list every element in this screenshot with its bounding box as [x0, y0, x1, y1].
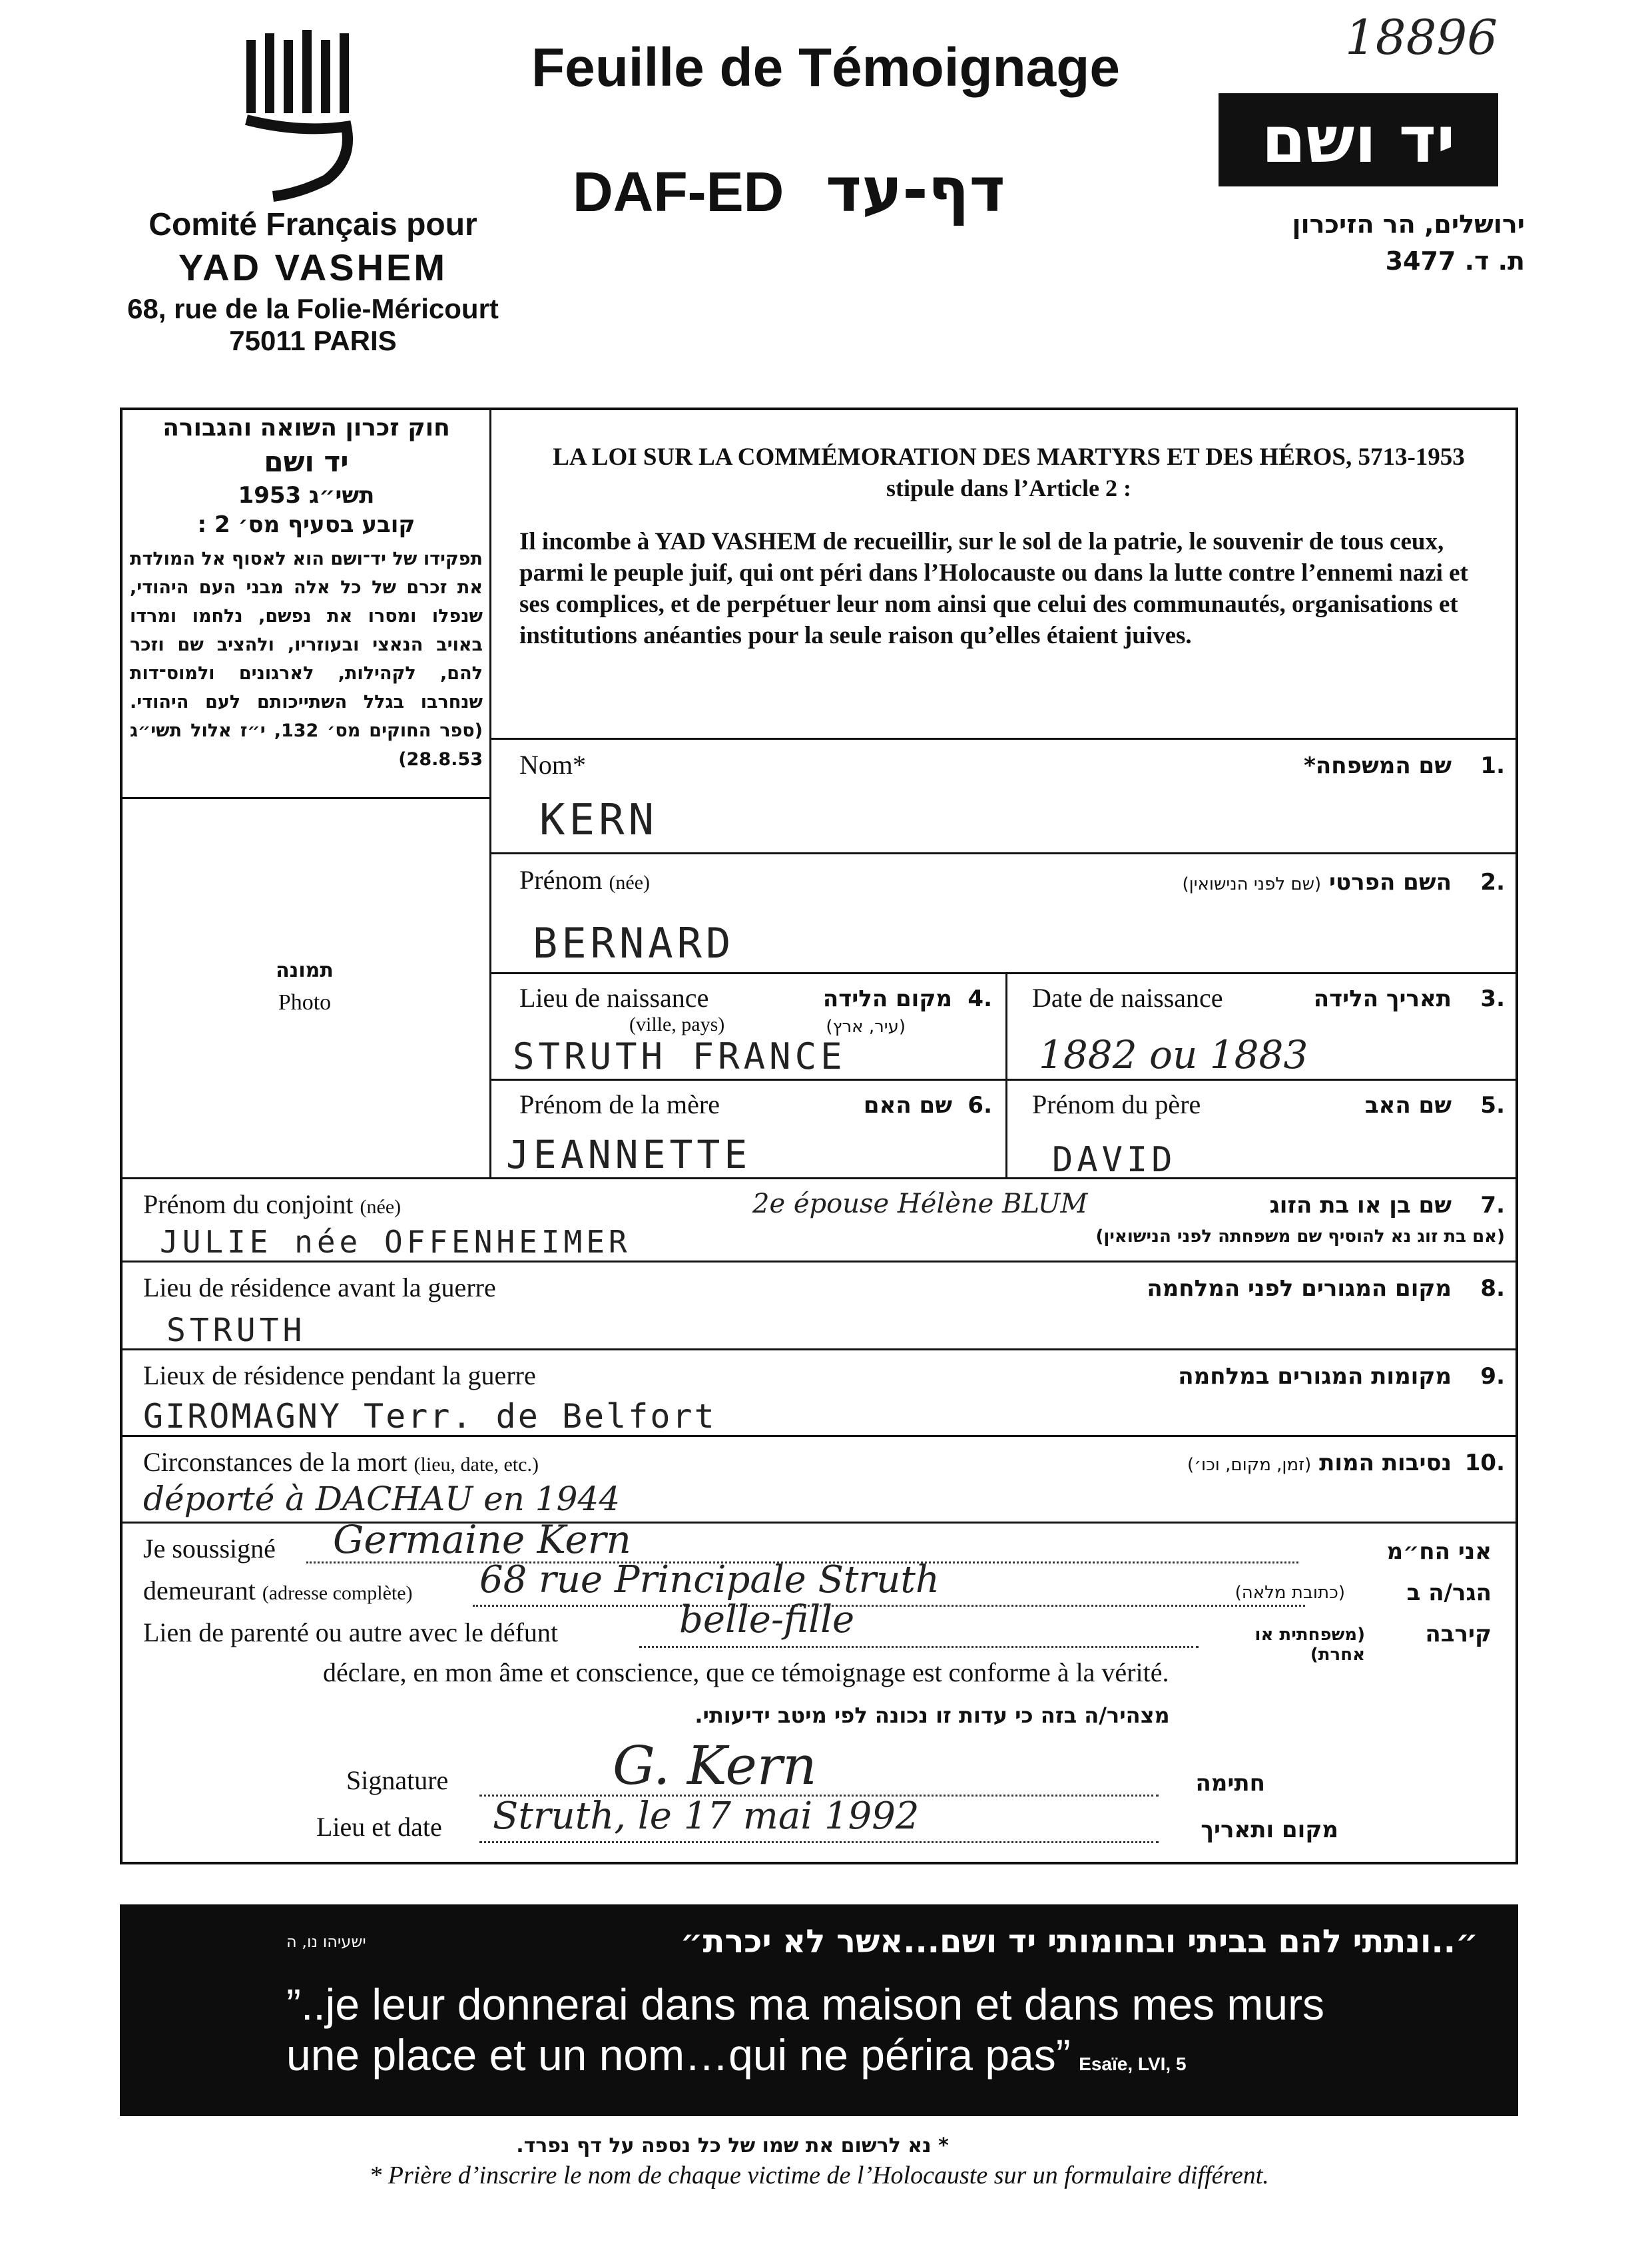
- lieu-date-label: Lieu et date: [316, 1812, 442, 1842]
- law-french-subtitle: stipule dans l’Article 2 :: [886, 475, 1131, 501]
- subtitle-latin: DAF-ED: [573, 160, 784, 223]
- law-hebrew: [130, 414, 483, 774]
- quote-banner: [120, 1904, 1518, 2116]
- footer-french: * Prière d’inscrire le nom de chaque victime de l’Holocauste sur un formulaire différent.: [369, 2161, 1269, 2189]
- committee-block: [100, 206, 526, 357]
- document-number: 18896: [1345, 9, 1498, 65]
- prenom-pere-num: 5.: [1480, 1092, 1505, 1119]
- signature-label: Signature: [346, 1765, 449, 1795]
- prenom-pere-label: Prénom du père: [1032, 1089, 1201, 1119]
- conjoint-label: [143, 1189, 401, 1220]
- circonstances-num: 10.: [1464, 1450, 1505, 1476]
- prenom-pere-value: DAVID: [1052, 1140, 1177, 1180]
- conjoint-label-text: Prénom du conjoint: [143, 1189, 354, 1219]
- banner-french-ref: Esaïe, LVI, 5: [1079, 2054, 1187, 2074]
- prenom-label-small: (née): [609, 872, 651, 894]
- banner-hebrew-ref: ישעיהו נו, ה: [286, 1932, 366, 1951]
- banner-hebrew-line: [286, 1923, 1478, 1963]
- conjoint-hebrew-small: (אם בת זוג נא להוסיף שם משפחתה לפני הנישואין): [1095, 1227, 1505, 1247]
- lieu-naissance-num: 4.: [967, 985, 992, 1012]
- prenom-mere-value: JEANNETTE: [506, 1132, 752, 1177]
- prenom-mere-hebrew: שם האם: [863, 1092, 952, 1119]
- banner-hebrew: ״..ונתתי להם בביתי ובחומותי יד ושם...אשר לא יכרת״: [680, 1923, 1478, 1960]
- demeurant-label-small: (adresse complète): [262, 1582, 413, 1604]
- circonstances-value: déporté à DACHAU en 1944: [143, 1480, 621, 1518]
- address-hebrew-2: ת. ד. 3477: [1385, 246, 1525, 276]
- nom-value: KERN: [539, 796, 659, 845]
- signature-hebrew: חתימה: [1195, 1770, 1265, 1797]
- law-hebrew-line3: תשי״ג 1953: [238, 482, 375, 509]
- lieu-naissance-label: Lieu de naissance: [519, 983, 709, 1013]
- nom-label: Nom*: [519, 750, 586, 780]
- declaration: déclare, en mon âme et conscience, que ce témoignage est conforme à la vérité.: [323, 1657, 1169, 1687]
- lien-label: Lien de parenté ou autre avec le défunt: [143, 1617, 559, 1647]
- law-french-title: LA LOI SUR LA COMMÉMORATION DES MARTYRS ET DES HÉROS, 5713-1953: [553, 443, 1465, 471]
- lieu-date-value: Struth, le 17 mai 1992: [493, 1795, 920, 1838]
- demeurant-label-text: demeurant: [143, 1575, 256, 1605]
- prenom-pere-hebrew: שם האב: [1364, 1092, 1452, 1119]
- demeurant-hebrew: הגר/ה ב: [1406, 1579, 1492, 1606]
- yad-vashem-logo: יד ושם: [1219, 93, 1498, 186]
- lieu-naissance-hebrew: מקום הלידה: [822, 985, 952, 1012]
- committee-line1: Comité Français pour: [148, 207, 477, 242]
- date-naissance-num: 3.: [1480, 985, 1505, 1012]
- residence-pendant-value: GIROMAGNY Terr. de Belfort: [143, 1397, 716, 1436]
- law-hebrew-line1: חוק זכרון השואה והגבורה: [162, 414, 450, 441]
- circonstances-hebrew-small: (זמן, מקום, וכו׳): [1187, 1455, 1312, 1475]
- conjoint-value: JULIE née OFFENHEIMER: [160, 1224, 631, 1260]
- lieu-naissance-value: STRUTH FRANCE: [513, 1035, 846, 1077]
- prenom-mere-num: 6.: [967, 1092, 992, 1119]
- prenom-hebrew: [999, 869, 1452, 896]
- date-naissance-hebrew: תאריך הלידה: [1313, 985, 1452, 1012]
- law-french: [519, 443, 1498, 651]
- conjoint-num: 7.: [1480, 1192, 1505, 1219]
- demeurant-value: 68 rue Principale Struth: [479, 1558, 940, 1601]
- prenom-num: 2.: [1480, 869, 1505, 896]
- prenom-hebrew-text: השם הפרטי: [1329, 869, 1452, 896]
- circonstances-hebrew-text: נסיבות המות: [1319, 1450, 1452, 1476]
- demeurant-hebrew-small: (כתובת מלאה): [1235, 1583, 1345, 1603]
- circonstances-label: [143, 1446, 539, 1478]
- footer-hebrew: * נא לרשום את שמו של כל נספה על דף נפרד.: [516, 2134, 949, 2157]
- residence-pendant-label: Lieux de résidence pendant la guerre: [143, 1360, 536, 1390]
- address-hebrew-1: ירושלים, הר הזיכרון: [1292, 210, 1525, 239]
- prenom-value: BERNARD: [533, 919, 735, 968]
- circonstances-hebrew: [999, 1450, 1452, 1476]
- law-hebrew-body: תפקידו של יד־ושם הוא לאסוף אל המולדת את זכרם של כל אלה מבני העם היהודי, שנפלו ומסרו את נפשם, נלחמו ומרדו באויב הנאצי ובעוזריו, ולהציב שם וזכר להם, לקהילות, לארגונים ולמוס־דות שנחרבו בגלל השתייכותם לעם היהודי. (ספר החוקים מס׳ 132, י״ז אלול תשי״ג 28.8.53): [130, 549, 483, 770]
- soussigne-label: Je soussigné: [143, 1534, 276, 1563]
- page-title: Feuille de Témoignage: [531, 37, 1120, 98]
- nom-num: 1.: [1480, 752, 1505, 779]
- soussigne-value: Germaine Kern: [333, 1517, 631, 1562]
- prenom-label-text: Prénom: [519, 865, 603, 895]
- law-french-body: Il incombe à YAD VASHEM de recueillir, sur le sol de la patrie, le souvenir de tous ceux, parmi le peuple juif, qui ont péri dans l’Holocauste ou dans la lutte contre l’ennemi nazi et ses complices, et de perpétuer leur nom ainsi que celui des communautés, organisations et institutions anéanties pour la seule raison qu’elles étaient juives.: [519, 528, 1468, 649]
- nom-hebrew: שם המשפחה*: [1304, 752, 1452, 779]
- lieu-naissance-small: (ville, pays): [629, 1013, 725, 1035]
- date-naissance-value: 1882 ou 1883: [1039, 1032, 1308, 1077]
- residence-avant-value: STRUTH: [166, 1312, 306, 1349]
- law-hebrew-line2: יד ושם: [264, 445, 349, 478]
- conjoint-label-small: (née): [360, 1196, 402, 1218]
- demeurant-label: [143, 1575, 413, 1606]
- photo-hebrew: תמונה: [276, 959, 334, 982]
- prenom-label: [519, 864, 650, 896]
- prenom-mere-label: Prénom de la mère: [519, 1089, 720, 1119]
- subtitle-hebrew: דף-עד: [826, 154, 1005, 226]
- date-naissance-label: Date de naissance: [1032, 983, 1223, 1013]
- menorah-logo: [233, 27, 366, 206]
- lien-value: belle-fille: [679, 1598, 855, 1641]
- residence-avant-num: 8.: [1480, 1275, 1505, 1302]
- banner-french-2: une place et un nom…qui ne périra pas”: [286, 2030, 1071, 2080]
- banner-french-1: ”..je leur donnerai dans ma maison et dans mes murs: [286, 1980, 1325, 2029]
- signature-value: G. Kern: [613, 1735, 817, 1797]
- law-hebrew-line4: קובע בסעיף מס׳ 2 :: [197, 511, 415, 538]
- photo-box: [120, 959, 489, 1015]
- committee-line2: YAD VASHEM: [178, 246, 448, 288]
- lieu-naissance-hebrew-small: (עיר, ארץ): [826, 1017, 906, 1037]
- lieu-date-hebrew: מקום ותאריך: [1201, 1817, 1338, 1843]
- prenom-hebrew-small: (שם לפני הנישואין): [1182, 874, 1322, 894]
- conjoint-note: 2e épouse Hélène BLUM: [752, 1189, 1088, 1219]
- residence-pendant-hebrew: מקומות המגורים במלחמה: [1178, 1363, 1452, 1390]
- photo-label: Photo: [278, 990, 332, 1015]
- committee-line3: 68, rue de la Folie-Méricourt: [127, 293, 499, 324]
- circonstances-label-small: (lieu, date, etc.): [413, 1454, 539, 1476]
- conjoint-hebrew: שם בן או בת הזוג: [1269, 1192, 1452, 1219]
- residence-pendant-num: 9.: [1480, 1363, 1505, 1390]
- banner-french-line2: [286, 2030, 1187, 2080]
- lien-hebrew-small: (משפחתית או אחרת): [1254, 1625, 1365, 1665]
- soussigne-hebrew: אני הח״מ: [1386, 1538, 1492, 1565]
- committee-line4: 75011 PARIS: [229, 325, 397, 356]
- circonstances-label-text: Circonstances de la mort: [143, 1447, 408, 1477]
- declaration-hebrew: מצהיר/ה בזה כי עדות זו נכונה לפי מיטב ידיעותי.: [694, 1703, 1170, 1728]
- residence-avant-hebrew: מקום המגורים לפני המלחמה: [1147, 1275, 1452, 1302]
- lien-hebrew: קירבה: [1425, 1621, 1492, 1647]
- residence-avant-label: Lieu de résidence avant la guerre: [143, 1272, 496, 1302]
